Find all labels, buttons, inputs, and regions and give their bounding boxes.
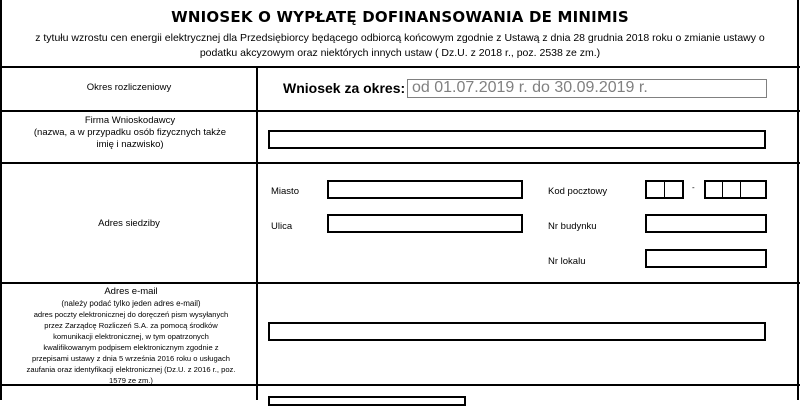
postal-code-part1-input[interactable] bbox=[645, 180, 684, 199]
email-label-note: (należy podać tylko jeden adres e-mail) bbox=[61, 299, 201, 308]
form-subtitle-line1: z tytułu wzrostu cen energii elektrycznej dla Przedsiębiorcy będącego odbiorcą końcowym zgodnie z Ustawą z dnia 28 grudnia 2018 roku o zmianie ustawy o bbox=[35, 32, 765, 44]
company-name-input[interactable] bbox=[268, 130, 766, 149]
building-number-label: Nr budynku bbox=[548, 221, 597, 232]
street-input[interactable] bbox=[327, 214, 523, 233]
request-period-label: Wniosek za okres: bbox=[283, 80, 406, 96]
period-field[interactable]: od 01.07.2019 r. do 30.09.2019 r. bbox=[407, 79, 767, 98]
postal-digit-separator bbox=[664, 182, 665, 197]
company-label-desc: (nazwa, a w przypadku osób fizycznych także imię i nazwisko) bbox=[33, 127, 227, 150]
city-label: Miasto bbox=[271, 186, 299, 197]
city-input[interactable] bbox=[327, 180, 523, 199]
row-divider bbox=[0, 162, 800, 164]
row-divider bbox=[0, 110, 800, 112]
next-row-input[interactable] bbox=[268, 396, 466, 406]
email-label bbox=[26, 286, 236, 386]
row-divider bbox=[0, 66, 800, 68]
email-label-desc: adres poczty elektronicznej do doręczeń pism wysyłanych przez Zarządcę Rozliczeń S.A. za pomocą środków komunikacji elektronicznej, w tym opatrzonych kwalifikowanym podpisem elektronicznym zgodnie z przepisami ustawy z dnia 5 września 2016 roku o usługach zaufania oraz identyfikacji elektronicznej (Dz.U. z 2016 r., poz. 1579 ze zm.) bbox=[26, 310, 236, 385]
postal-code-part2-input[interactable] bbox=[704, 180, 767, 199]
address-label: Adres siedziby bbox=[98, 218, 160, 229]
company-label bbox=[30, 115, 230, 151]
company-label-title: Firma Wnioskodawcy bbox=[84, 115, 176, 126]
form-title: WNIOSEK O WYPŁATĘ DOFINANSOWANIA DE MINIMIS bbox=[171, 8, 629, 26]
row-divider bbox=[0, 282, 800, 284]
unit-number-label: Nr lokalu bbox=[548, 256, 586, 267]
street-label: Ulica bbox=[271, 221, 293, 232]
unit-number-input[interactable] bbox=[645, 249, 767, 268]
email-input[interactable] bbox=[268, 322, 766, 341]
frame-left-border bbox=[0, 0, 2, 400]
form-subtitle-line2: podatku akcyzowym oraz niektórych innych ustaw ( Dz.U. z 2018 r., poz. 2538 ze zm.) bbox=[199, 47, 601, 59]
frame-right-border bbox=[797, 0, 799, 400]
email-label-title: Adres e-mail bbox=[104, 286, 158, 297]
postal-code-label: Kod pocztowy bbox=[548, 186, 608, 197]
postal-digit-separator bbox=[740, 182, 741, 197]
postal-dash: - bbox=[692, 183, 695, 192]
building-number-input[interactable] bbox=[645, 214, 767, 233]
postal-digit-separator bbox=[722, 182, 723, 197]
period-row-label: Okres rozliczeniowy bbox=[86, 82, 172, 93]
column-divider bbox=[256, 66, 258, 400]
